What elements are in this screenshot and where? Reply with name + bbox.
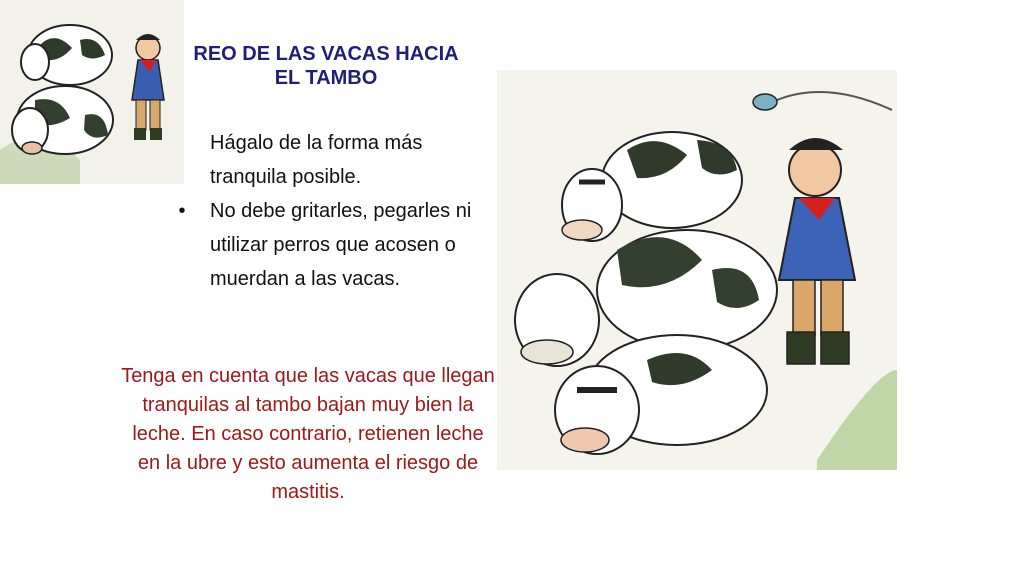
bullet-text: Hágalo de la forma más tranquila posible. [210, 132, 423, 188]
mastitis-note: Tenga en cuenta que las vacas que llegan tranquilas al tambo bajan muy bien la leche. En caso contrario, retienen leche en la ubre y esto aumenta el riesgo de mastitis. [121, 365, 495, 503]
bullet-item [170, 194, 500, 296]
bullet-text: No debe gritarles, pegarles ni utilizar perros que acosen o muerdan a las vacas. [210, 200, 472, 290]
bullet-item [170, 126, 500, 194]
cows-thumbnail-illustration [0, 0, 184, 184]
cows-and-farmer-drawing [497, 70, 897, 470]
cows-and-farmer-illustration [497, 70, 897, 470]
slide-title: REO DE LAS VACAS HACIA EL TAMBO [193, 43, 459, 89]
bullet-marker: • [178, 200, 186, 222]
bullet-list [170, 126, 500, 296]
cows-thumbnail-drawing [0, 0, 184, 184]
